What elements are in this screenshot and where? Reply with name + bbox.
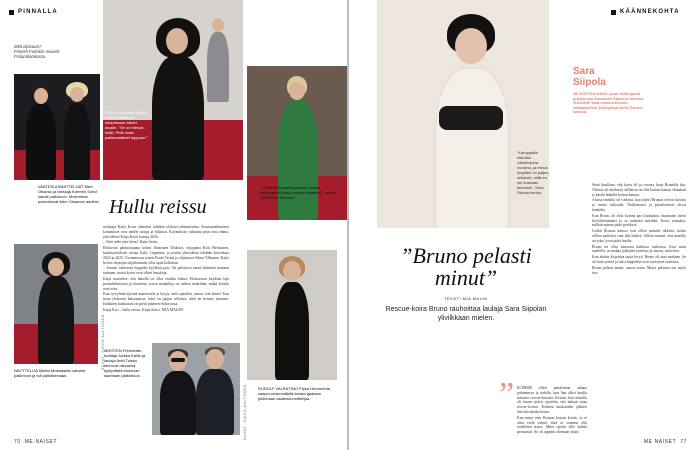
section-label-right: KÄÄNNEKOHTA — [611, 9, 680, 15]
person-descriptor: 48-VUOTIAS artisti. Asuu Helsingissä puolisonsa Alexander Eliasson kanssa. JULKAISI tänä vuonna Rockin-rakkausbiisin Arkkipiispa Helin Rockin kanssa. — [573, 92, 644, 115]
headline-left: Hullu reissu — [109, 196, 207, 218]
article-body-right-col2: Siinä kuullaan, että koira oli ja varasta luoja Brunolla käy. Ollessa oli mielessä, millaista on olla koiran kanssa elämässä ja käydä lenkillä koiran kanssa. Alussa minulla oli vaikeaa, kun näytti Brunon olevan kotona ja tuntui vaikealta. Nukkumiset ja pissailemiset olivat hankalia. Kun Bruno oli ollut kotona pari kuukautta, huomasin itseni levollisemmaksi ja se rauhoitti mieltäni. Koira ymmärsi, milloin minun pitää pysähtyä. Lenkit Brunon kanssa ovat olleet minulle tärkeitä, koska silloin ajattelen vain tätä hetkeä. Silloin tunnen, että minulla on joku, josta pitää huolta. Bruno on ollut kanssani kaikissa vaiheissa. Kun istun studiolla, se makaa jalkojeni juuressa ja seuraa, mitä teen. Kun aloitin kirjoittaa uutta levyä, Bruno oli aina mukana. Se oli kuin ystävä ja siksi kappaleet ovat syntyneet rauhassa. Bruno pelasti minut, sanon usein. Mutta pelastin sen myös itse. — [592, 183, 686, 275]
caption-nayttelija: NÄYTTELIJÄ Minttu Mustakallio vahvisti palkinnon ja tuli palkitsemaan. — [14, 368, 86, 378]
article-body-right-col1: ELIMME olleet pandemian aikana puhumassa ja todella, kun hän alkoi kuulla minusta rescue-koirista. Kerran, kun minulla oli huono päivä, ajattelin, että haluan ottaa rescue-koiran. Kolmen kuukauden jälkeen hän tuli tänään kotiin. Kun minä vein Brunon koiran kotiin, se ei ollut vielä valmis eikä se osannut olla tavallinen koira. Minä opetin sille kaikki perusasiat. Se oli oppinut olemaan yksin. — [517, 386, 587, 435]
photo-couple-left — [14, 74, 100, 180]
right-page — [349, 0, 696, 450]
photo-two-men — [152, 343, 240, 435]
caption-raija: RAIJA koo ojensi Kaija Koolle palkinnon kutsuttuaan hänet lavalle. "Se on hienoin hetki. Pidin koko pakkovaatteet loppuun." — [105, 110, 148, 140]
photo-kaija-koo — [103, 0, 243, 180]
section-label-left: PINNALLA — [9, 9, 58, 15]
photo-credit-left-2: KUVAT: JUKKA AALTONEN — [243, 384, 247, 440]
caption-rudolf: RUDOLF VALENTINO Pipsa Hurmerinta saapui ensimmäistä kertaa gaalaan juhlimaan vaatesuunnittelijaa. — [258, 386, 330, 401]
quote-mark: ” — [499, 376, 515, 413]
square-icon — [9, 10, 14, 15]
photo-black-dress — [247, 250, 337, 380]
caption-lomailen: "LOMAILEN aurinkoisessa, koska Helsingistä löytyy parhaat vaatteet", kertoo Olli-Pekka Tiihonen. — [260, 185, 336, 200]
photo-sara-siipola — [377, 0, 549, 228]
footer-left: 70 ME NAISET — [14, 439, 58, 445]
standfirst: Rescue-koira Bruno rauhoittaa laulaja Sara Siipolan ylivilkkaan mielen. — [385, 306, 547, 322]
left-page — [0, 0, 347, 450]
headline-quote: ”Bruno pelasti minut” — [400, 243, 532, 290]
byline: TEKSTI MIA MALMI — [444, 296, 488, 301]
footer-right: ME NAISET 77 — [643, 439, 687, 445]
square-icon — [611, 10, 616, 15]
photo-nayttelija — [14, 244, 98, 364]
caption-vaatesuunnittelija: VAATESUUNNITTELIJAT Mert Otsamo ja tanssija Karmen Sohvi saivat palkinnon. Molemmat pukeutuivat Mert Otsamon asuihin. — [38, 184, 100, 204]
caption-sara-photo: "Kamppailin elämäni vaikeimpina vuosina, ja minun levylläni on paljon sellaista, mitä en ole koskaan kertonut", Sara Siipola kertoo. — [517, 150, 549, 195]
person-name: Sara Siipola — [573, 66, 606, 88]
article-body-left: uolatiaja Kaija Koon elämästä tehdään elokuva-dokumenttia. Kaurismäkimäiset kohtaukset ovat meille tuttuja ja hiljaisia. Kuvauksiin vaikuttaa pian oma elämä, joka lähtee Kaija Koon kanssa 2026. – Siitä tulee niin hieno! Kaija iloitsi. Elokuvan päätuottajana toimii Ilmarinen Elokuva, ohjaajana Ritti Heiskanen, käsikirjoituksen vastaa Jyrki, Leppänen, ja joulun yhteydessä tehdään kuvauksia 2024 ja 2025. Tuotannossa toimii Paula Vesala ja ohjaajana Selma Vilhunen. Kaija kertoo ohjaajan ohjaileminen ollut upea kokemus. – Jossain vaiheessa hyppään kyydistä pois. On pelottava antaa elämästä mukaan tarinaan, mutta kuvat ovat olleet hauskoja. Kaija muistelee, että hänellä on ollut värikäs elämä. Elokuvassa käydään läpi parisuhdeasioita ja tilanteita, joissa matkailija on vaikea määrittää, mitkä kohdat ovat totta. Kun työryhmä näyttää materiaalia ja kysyy, mitä ajattelen, sanon, että hieno! Kun istun elokuvaa katsomassa, siinä on paljon sellaista, mitä en tiennyt itsestäni. Kaikkien lauluistani on pieni palanen elokuvassa. Kaija Koo – hullu reissu, Kaija iloitsi. MIA MALMI — [103, 225, 229, 312]
intro-text: Mitä tilaisuus? Finnish Fashion Awards Finlandiatalossa — [14, 44, 60, 59]
photo-credit-left: KUVAT: JUKKA AALTONEN — [101, 314, 105, 370]
caption-mieshen: MIESTEN Fremantle-tuottaja Jarkko Kallio ja laulaja Antti Tuisku kertovat olevansa tyytyväisiä elokuvan saamaan palkintoon. — [104, 348, 146, 378]
